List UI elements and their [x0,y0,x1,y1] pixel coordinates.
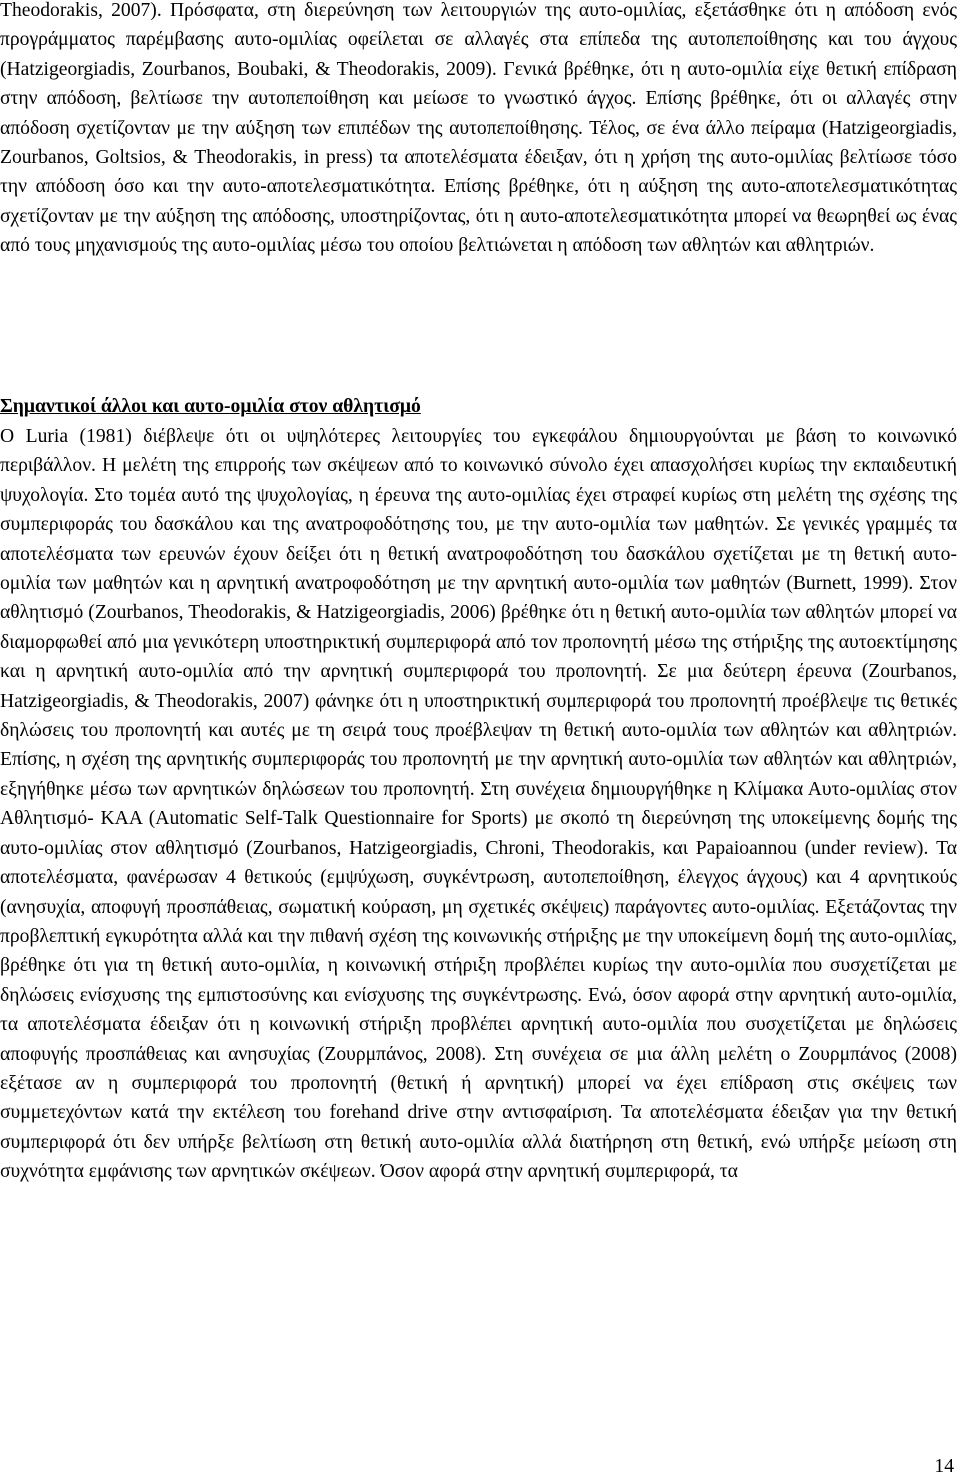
page-number: 14 [934,1456,954,1477]
body-paragraph: Theodorakis, 2007). Πρόσφατα, στη διερεύνηση των λειτουργιών της αυτο-ομιλίας, εξετάσθηκε ότι η απόδοση ενός προγράμματος παρέμβασης αυτο-ομιλίας οφείλεται σε αλλαγές στα επίπεδα της αυτοπεποίθησης και του άγχους (Hatzigeorgiadis, Zourbanos, Boubaki, & Theodorakis, 2009). Γενικά βρέθηκε, ότι η αυτο-ομιλία είχε θετική επίδραση στην απόδοση, βελτίωσε την αυτοπεποίθηση και μείωσε το γνωστικό άγχος. Επίσης βρέθηκε, ότι οι αλλαγές στην απόδοση σχετίζονταν με την αύξηση των επιπέδων της αυτοπεποίθησης. Τέλος, σε ένα άλλο πείραμα (Hatzigeorgiadis, Zourbanos, Goltsios, & Theodorakis, in press) τα αποτελέσματα έδειξαν, ότι η χρήση της αυτο-ομιλίας βελτίωσε τόσο την απόδοση όσο και την αυτο-αποτελεσματικότητα. Επίσης βρέθηκε, ότι η αύξηση της αυτο-αποτελεσματικότητας σχετίζονταν με την αύξηση της απόδοσης, υποστηρίζοντας, ότι η αυτο-αποτελεσματικότητα μπορεί να θεωρηθεί ως ένας από τους μηχανισμούς της αυτο-ομιλίας μέσω του οποίου βελτιώνεται η απόδοση των αθλητών και αθλητριών. [0,0,957,257]
section-heading: Σημαντικοί άλλοι και αυτο-ομιλία στον αθλητισμό [0,396,421,417]
body-paragraph: Ο Luria (1981) διέβλεψε ότι οι υψηλότερες λειτουργίες του εγκεφάλου δημιουργούνται με βάση το κοινωνικό περιβάλλον. Η μελέτη της επιρροής των σκέψεων από το κοινωνικό σύνολο έχει απασχολήσει κυρίως την εκπαιδευτική ψυχολογία. Στο τομέα αυτό της ψυχολογίας, η έρευνα της αυτο-ομιλίας έχει στραφεί κυρίως στη μελέτη της σχέσης της συμπεριφοράς του δασκάλου και της ανατροφοδότησης του, με την αυτο-ομιλία των μαθητών. Σε γενικές γραμμές τα αποτελέσματα των ερευνών έχουν δείξει ότι η θετική ανατροφοδότηση του δασκάλου σχετίζεται με τη θετική αυτο-ομιλία των μαθητών και η αρνητική ανατροφοδότηση με την αρνητική αυτο-ομιλία των μαθητών (Burnett, 1999). Στον αθλητισμό (Zourbanos, Theodorakis, & Hatzigeorgiadis, 2006) βρέθηκε ότι η θετική αυτο-ομιλία των αθλητών μπορεί να διαμορφωθεί από μια γενικότερη υποστηρικτική συμπεριφορά από τον προπονητή μέσω της στήριξης της αυτοεκτίμησης και η αρνητική αυτο-ομιλία από την αρνητική συμπεριφορά του προπονητή. Σε μια δεύτερη έρευνα (Zourbanos, Hatzigeorgiadis, & Theodorakis, 2007) φάνηκε ότι η υποστηρικτική συμπεριφορά του προπονητή προέβλεψε τις θετικές δηλώσεις του προπονητή και αυτές με τη σειρά τους προέβλεψαν τη θετική αυτο-ομιλία των αθλητών και αθλητριών. Επίσης, η σχέση της αρνητικής συμπεριφοράς του προπονητή με την αρνητική αυτο-ομιλία των αθλητών και αθλητριών, εξηγήθηκε μέσω των αρνητικών δηλώσεων του προπονητή. Στη συνέχεια δημιουργήθηκε η Κλίμακα Αυτο-ομιλίας στον Αθλητισμό- ΚΑΑ (Automatic Self-Talk Questionnaire for Sports) με σκοπό τη διερεύνηση της υποκείμενης δομής της αυτο-ομιλίας στον αθλητισμό (Zourbanos, Hatzigeorgiadis, Chroni, Theodorakis, και Papaioannou (under review). Τα αποτελέσματα, φανέρωσαν 4 θετικούς (εμψύχωση, συγκέντρωση, αυτοπεποίθηση, έλεγχος άγχους) και 4 αρνητικούς (ανησυχία, αποφυγή προσπάθειας, σωματική κούραση, μη σχετικές σκέψεις) παράγοντες αυτο-ομιλίας. Εξετάζοντας την προβλεπτική εγκυρότητα αλλά και την πιθανή σχέση της κοινωνικής στήριξης με την υποκείμενη δομή της αυτο-ομιλίας, βρέθηκε ότι για τη θετική αυτο-ομιλία, η κοινωνική στήριξη προβλέπει κυρίως την αυτο-ομιλία που συσχετίζεται με δηλώσεις ενίσχυσης της εμπιστοσύνης και ενίσχυσης της συγκέντρωσης. Ενώ, όσον αφορά στην αρνητική αυτο-ομιλία, τα αποτελέσματα έδειξαν ότι η κοινωνική στήριξη προβλέπει αρνητική αυτο-ομιλία που συσχετίζεται με δηλώσεις αποφυγής προσπάθειας και ανησυχίας (Ζουρμπάνος, 2008). Στη συνέχεια σε μια άλλη μελέτη ο Ζουρμπάνος (2008) εξέτασε αν η συμπεριφορά του προπονητή (θετική ή αρνητική) μπορεί να έχει επίδραση στις σκέψεις των συμμετεχόντων κατά την εκτέλεση του forehand drive στην αντισφαίριση. Τα αποτελέσματα έδειξαν για την θετική συμπεριφορά ότι δεν υπήρξε βελτίωση στη θετική αυτο-ομιλία αλλά διατήρηση στη θετική, ενώ υπήρξε μείωση στη συχνότητα εμφάνισης των αρνητικών σκέψεων. Όσον αφορά στην αρνητική συμπεριφορά, τα [0,426,957,1183]
